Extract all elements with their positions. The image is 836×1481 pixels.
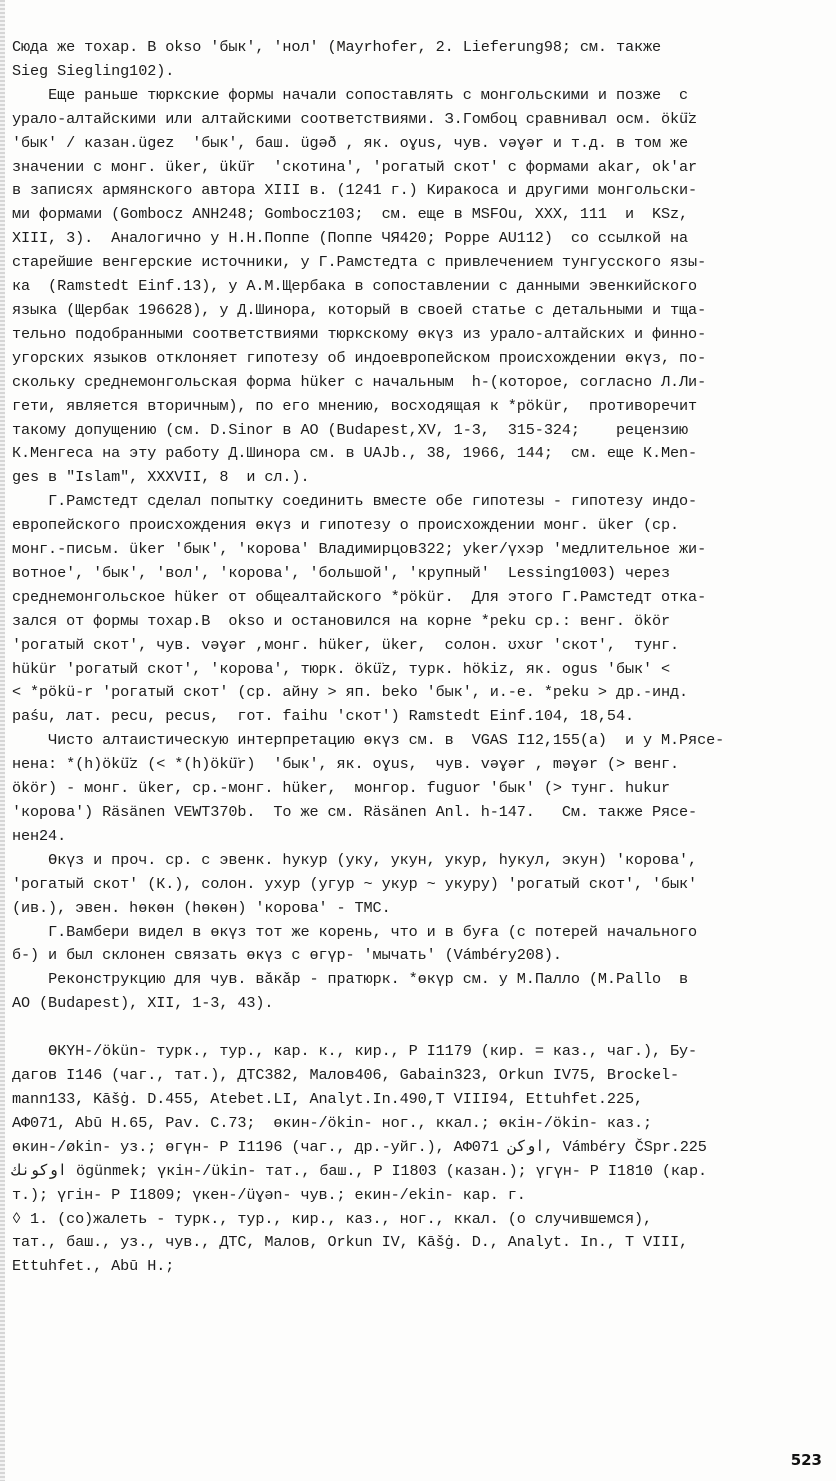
paragraph-ramstedt: Г.Рамстедт сделал попытку соединить вместе обе гипотезы - гипотезу индо- европейского происхождения өкүз и гипотезу о происхождении монг. üker (ср. монг.-письм. üker 'бык', 'корова' Владимирцов322; yker/үхэр 'медлительное жи- вотное', 'бык', 'вол', 'корова', 'большой', 'крупный' Lessing1003) через среднемонгольское hüker от общеалтайского *pökür. Для этого Г.Рамстедт отка- зался от формы тохар.В okso и остановился на корне *peku ср.: венг. ökör 'рогатый скот', чув. vəɣər ,монг. hüker, üker, солон. ʊxʊr 'скот', тунг. hükür 'рогатый скот', 'корова', тюрк. ökü̈z, турк. hökiz, як. ogus 'бык' < < *pökü-r 'рогатый скот' (ср. айну > яп. beko 'бык', и.-е. *peku > др.-инд. paśu, лат. pecu, pecus, гот. faihu 'скот') Ramstedt Einf.104, 18,54. xyxy=(12,492,707,726)
paragraph-altaistic: Чисто алтаистическую интерпретацию өкүз см. в VGAS I12,155(a) и у М.Рясе- нена: *(h)ökü̈z (< *(h)ökü̈r) 'бык', як. oɣus, чув. vəɣər , məɣər (> венг. ökör) - монг. üker, ср.-монг. hüker, монгор. fuguor 'бык' (> тунг. hukur 'корова') Räsänen VEWT370b. То же см. Räsänen Anl. h-147. См. также Рясе- нен24. xyxy=(12,731,725,845)
paragraph-evenki: Өкүз и проч. ср. с эвенк. һукур (уку, укун, укур, һукул, экун) 'корова', 'рогатый скот' (К.), солон. ухур (угур ~ укур ~ укуру) 'рогатый скот', 'бык' (ив.), эвен. һөкөн (һөкөн) 'корова' - ТМС. xyxy=(12,850,698,917)
paragraph-gombocz: Еще раньше тюркские формы начали сопоставлять с монгольскими и позже с урало-алтайскими или алтайскими соответствиями. З.Гомбоц сравнивал осм. ökü̈z 'бык' / казан.ügez 'бык', баш. ügəð , як. oɣus, чув. vəɣər и т.д. в том же значении с монг. üker, ükü̈r 'скотина', 'рогатый скот' с формами akar, ok'ar в записях армянского автора XIII в. (1241 г.) Киракоса и другими монгольски- ми формами (Gombocz ANH248; Gombocz103; см. еще в MSFOu, XXX, 111 и KSz, XIII, 3). Аналогично у Н.Н.Поппе (Поппе ЧЯ420; Poppe AU112) со ссылкой на старейшие венгерские источники, у Г.Рамстедта с привлечением тунгусского язы- ка (Ramstedt Einf.13), у А.М.Щербака в сопоставлении с данными эвенкийского языка (Щербак 196628), у Д.Шинора, который в своей статье с детальными и тща- тельно подобранными соответствиями тюркскому өкүз из урало-алтайских и финно- угорских языков отклоняет гипотезу об индоевропейском происхождении өкүз, по- скольку среднемонгольская форма hüker с начальным h-(которое, согласно Л.Ли- гети, является вторичным), по его мнению, восходящая к *pökür, противоречит такому допущению (см. D.Sinor в AO (Budapest,XV, 1-3, 315-324; рецензию К.Менгеса на эту работу Д.Шинора см. в UAJb., 38, 1966, 144; см. еще К.Men- ges в "Islam", XXXVII, 8 и сл.). xyxy=(12,85,707,487)
paragraph-vambery: Г.Вамбери видел в өкүз тот же корень, что и в буға (с потерей начального б-) и был склонен связать өкүз с өгүр- 'мычать' (Vámbéry208). xyxy=(12,922,698,965)
paragraph-reconstruction: Реконструкцию для чув. вǎкǎр - пратюрк. *өкүр см. у М.Палло (M.Pallo в AO (Budapest), XII, 1-3, 43). xyxy=(12,970,689,1013)
section-gap xyxy=(12,1016,824,1040)
page-binding-edge xyxy=(0,0,5,1481)
page-text-block xyxy=(12,36,824,1279)
paragraph-tocharian: Сюда же тохар. В okso 'бык', 'нол' (Mayrhofer, 2. Lieferung98; см. также Sieg Siegling102). xyxy=(12,38,662,80)
page-number: 523 xyxy=(790,1451,822,1469)
entry-okyun: ӨКҮН-/ökün- турк., тур., кар. к., кир., Р I1179 (кир. = каз., чаг.), Бу- дагов I146 (чаг., тат.), ДТС382, Малов406, Gabain323, Orkun IV75, Brockel- mann133, Kāšġ. D.455, Atebet.LI, Analyt.In.490,Т VIII94, Ettuhfet.225, АФ071, Abū H.65, Pav. C.73; өкин-/ökin- ног., ккал.; өкін-/ökin- каз.; өкин-/økin- уз.; өгүн- Р I1196 (чаг., др.-уйг.), АФ071 اوكن, Vámbéry ČSpr.225 اوكونك ögünmek; үкін-/ükin- тат., баш., Р I1803 (казан.); үгүн- Р I1810 (кар. т.); үгін- Р I1809; үкен-/üɣən- чув.; екин-/ekin- кар. г. ◊ 1. (со)жалеть - турк., тур., кир., каз., ног., ккал. (о случившемся), тат., баш., уз., чув., ДТС, Малов, Orkun IV, Kāšġ. D., Analyt. In., Т VIII, Ettuhfet., Abū H.; xyxy=(12,1042,707,1276)
